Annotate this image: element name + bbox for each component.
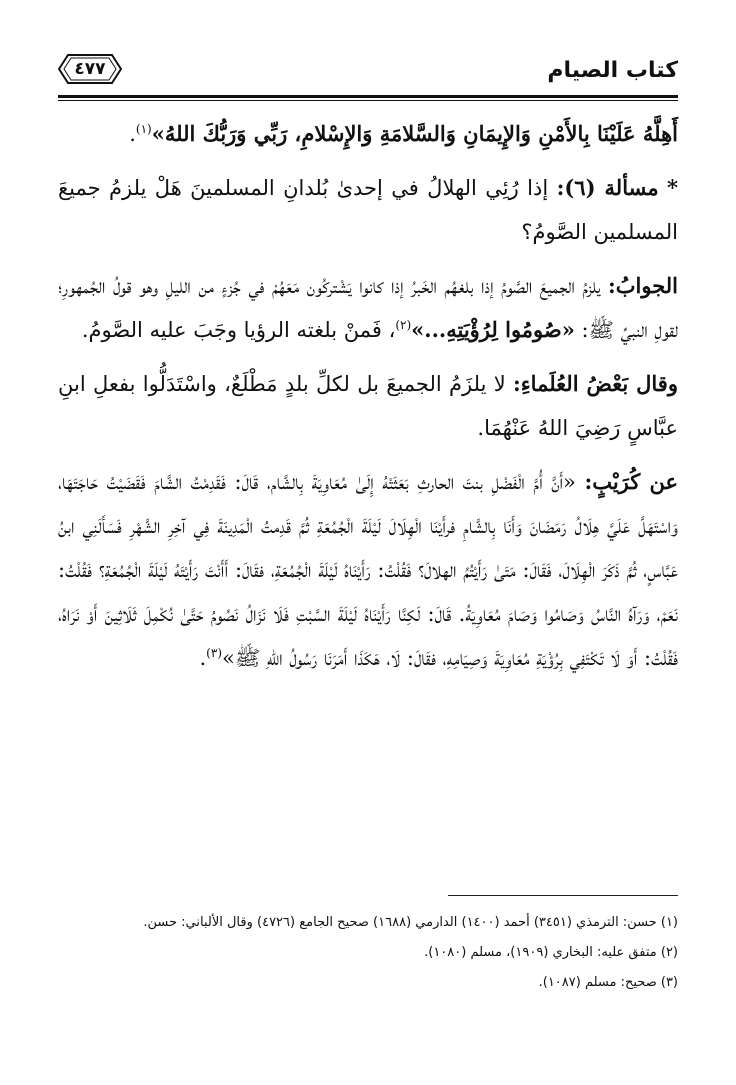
footnote-1: (١) حسن: الترمذي (٣٤٥١) أحمد (١٤٠٠) الدارمي (١٦٨٨) صحيح الجامع (٤٧٢٦) وقال الألباني: حسن. bbox=[143, 915, 678, 930]
footnotes bbox=[58, 908, 678, 998]
scholars-text: لا يلزَمُ الجميعَ بل لكلِّ بلدٍ مَطْلَعٌ، واسْتَدَلُّوا بفعلِ ابنِ عبَّاسٍ رَضِيَ اللهُ عَنْهُمَا. bbox=[58, 372, 678, 440]
main-text bbox=[58, 112, 678, 690]
kurayb-hadith: «أَنَّ أُمَّ الْفَضْلِ بنتَ الحارثِ بَعَثَتْهُ إِلَىٰ مُعَاوِيَةَ بِالشَّام، قَالَ: فَقَدِمْتُ الشَّامَ فَقَضَيْتُ حَاجَتَهَا، وَاسْتَهَلَّ عَلَيَّ هِلَالُ رَمَضَانَ وَأَنَا بِالشَّامِ فرأَيْنَا الْهِلَالَ لَيْلَةَ الْجُمُعَةِ ثُمَّ قَدِمتُ الْمَدِينَةَ فِي آخِرِ الشَّهْرِ فَسَأَلَنِي ابنُ عَبَّاسٍ، ثُمَّ ذَكَرَ الْهِلَالَ، فَقَالَ: مَتَىٰ رَأَيْتُمُ الهلالَ؟ فَقُلْتُ: رَأَيْنَاهُ لَيْلَةَ الْجُمُعَةِ، فقَالَ: أَأَنْتَ رَأَيْتَهُ لَيْلَةَ الْجُمُعَةِ؟ فَقُلْتُ: نَعَمْ، وَرَآهُ النَّاسُ وَصَامُوا وَصَامَ مُعَاوِيَةُ. قَالَ: لَكِنَّا رَأَيْنَاهُ لَيْلَةَ السَّبْتِ فَلَا نَزَالُ نَصُومُ حَتَّىٰ نُكْمِلَ ثَلَاثِينَ أَوْ نَرَاهُ، فَقُلْتُ: أَوَ لَا تَكْتَفِي بِرُؤْيَةِ مُعَاوِيَةَ وَصِيَامِهِ، فقَالَ: لَا، هَكَذَا أَمَرَنَا رَسُولُ اللهِ ﷺ» bbox=[58, 470, 678, 670]
page-number-badge bbox=[58, 54, 122, 84]
scholars-label: وقال بَعْضُ العُلَماءِ: bbox=[513, 371, 678, 396]
footnote-separator bbox=[448, 895, 678, 896]
paragraph-answer bbox=[58, 264, 678, 352]
header-rule bbox=[58, 95, 678, 98]
footnote-2: (٢) متفق عليه: البخاري (١٩٠٩)، مسلم (١٠٨٠). bbox=[424, 945, 678, 960]
header-rule-thin bbox=[58, 100, 678, 101]
footnote-ref-2: (٢) bbox=[395, 318, 412, 332]
star-icon: * bbox=[667, 175, 678, 200]
kurayb-end: . bbox=[199, 646, 207, 670]
question-text: إذا رُئِي الهلالُ في إحدىٰ بُلدانِ المسلمينَ هَلْ يلزمُ جميعَ المسلمين الصَّومُ؟ bbox=[58, 176, 678, 244]
paragraph-scholars bbox=[58, 362, 678, 450]
answer-label: الجوابُ: bbox=[608, 273, 678, 298]
answer-text: يلزمُ الجميعَ الصَّومُ إذا بلغهُم الخَبرُ إذا كانوا يَشْتركُون مَعَهُمْ في جُزءٍ من الليلِ وهو قولُ الجُمهورِ؛ لقولِ النبيِّ ﷺ: bbox=[58, 274, 678, 342]
paragraph-question bbox=[58, 166, 678, 254]
footnote-ref-1: (١) bbox=[135, 122, 152, 136]
answer-end: ، فَمنْ بلغته الرؤيا وجَبَ عليه الصَّومُ. bbox=[81, 318, 396, 342]
paragraph-end: . bbox=[129, 122, 136, 146]
footnote-ref-3: (٣) bbox=[206, 646, 222, 660]
kurayb-label: عن كُرَيْبٍ: bbox=[584, 469, 678, 494]
footnote-3: (٣) صحيح: مسلم (١٠٨٧). bbox=[538, 975, 678, 990]
page-header bbox=[58, 48, 678, 92]
paragraph-hadith-end bbox=[58, 112, 678, 156]
answer-quote: «صُومُوا لِرُؤْيَتِهِ...» bbox=[411, 317, 575, 342]
paragraph-kurayb bbox=[58, 460, 678, 680]
question-label: مسألة (٦): bbox=[556, 175, 659, 200]
book-title: كتاب الصيام bbox=[547, 58, 678, 83]
page-number: ٤٧٧ bbox=[74, 59, 106, 79]
hadith-continuation: أَهِلَّهُ عَلَيْنَا بِالأَمْنِ وَالإِيمَانِ وَالسَّلامَةِ وَالإِسْلامِ، رَبِّي وَرَبُّكَ اللهُ» bbox=[151, 121, 678, 146]
